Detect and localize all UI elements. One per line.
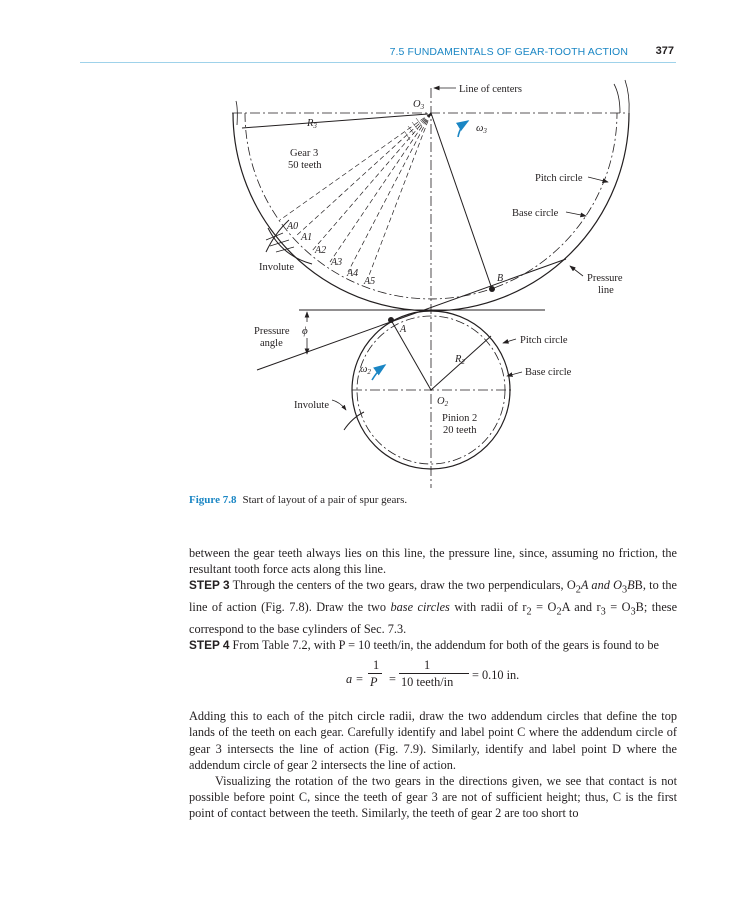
addendum-equation: a = 1 P = 1 10 teeth/in = 0.10 in. [346,658,520,690]
r3-radius [242,114,428,128]
r2-label: R2 [455,354,465,366]
pressure-line [257,259,566,370]
step-4-label: STEP 4 [189,637,230,652]
omega2-label: ω2 [360,364,371,376]
base-circle-top-label: Base circle [512,208,559,219]
b-label: B [497,273,504,284]
page-number: 377 [655,45,674,57]
a-label: A [400,324,407,335]
paragraph-4: Visualizing the rotation of the two gears in the directions given, we see that contact is not possible before point C, since the teeth of gear 3 are not of sufficient height; thus, C is the first point of contact between the teeth. Similarly, the teeth of gear 2 are too short to [189,773,677,821]
pressure-line-label-2: line [598,285,614,296]
o3-label: O3 [413,99,425,111]
o3-to-b [431,113,492,289]
pressure-angle-label-1: Pressure [254,326,290,337]
omega2-arrow [372,365,385,380]
phi-label: ϕ [302,325,308,337]
section-title: 7.5 FUNDAMENTALS OF GEAR-TOOTH ACTION [389,46,628,58]
paragraph-3: Adding this to each of the pitch circle radii, draw the two addendum circles that define the top lands of the teeth on each gear. Carefully identify and label point C where the addendum circle of gear 3 intersects the line of action (Fig. 7.9). Similarly, identify and label point D where the addendum circle of gear 2 intersects the line of action. [189,709,677,772]
a2-label: A2 [315,245,327,256]
a0-label: A0 [287,221,299,232]
involute-bottom-label: Involute [294,400,329,411]
pinion-name: Pinion 2 [442,413,478,424]
a4-label: A4 [347,268,359,279]
step-4: STEP 4 From Table 7.2, with P = 10 teeth/in, the addendum for both of the gears is found to be [189,637,659,652]
r3-label: R3 [307,118,317,130]
figure-caption-label: Figure 7.8 [189,494,237,506]
o2-label: O2 [437,396,449,408]
involute-left-label: Involute [259,262,294,273]
pitch-circle-bottom-label: Pitch circle [520,335,568,346]
body-text [189,545,677,822]
line-of-centers-label: Line of centers [459,84,522,95]
figure-caption [189,494,407,506]
a3-label: A3 [331,257,343,268]
omega3-arrow [458,121,468,137]
figure-caption-text: Start of layout of a pair of spur gears. [242,494,408,506]
paragraph-1: between the gear teeth always lies on this line, the pressure line, since, assuming no friction, the resultant tooth force acts along this line. [189,546,677,577]
pressure-angle-label-2: angle [260,338,283,349]
pressure-line-label-1: Pressure [587,273,623,284]
pitch-circle-top-label: Pitch circle [535,173,583,184]
a1-label: A1 [301,232,313,243]
point-b [489,286,495,292]
pinion-teeth: 20 teeth [443,425,477,436]
gear3-name: Gear 3 [290,148,319,159]
step-3-label: STEP 3 [189,578,230,593]
step-3: STEP 3 Through the centers of the two gears, draw the two perpendiculars, $O_2A$ and $O_3BB$, to the line of action (Fig. 7.8). Draw the two base circles with radii of $r_2 = O_2A$ and $r_3 = O_3B$; these correspond to the base cylinders of Sec. 7.3. [189,578,678,636]
gear3-teeth: 50 teeth [288,160,322,171]
point-a [388,317,394,323]
o2-to-a [391,320,431,390]
base-circle-bottom-label: Base circle [525,367,572,378]
a5-label: A5 [364,276,376,287]
omega3-label: ω3 [476,123,487,135]
